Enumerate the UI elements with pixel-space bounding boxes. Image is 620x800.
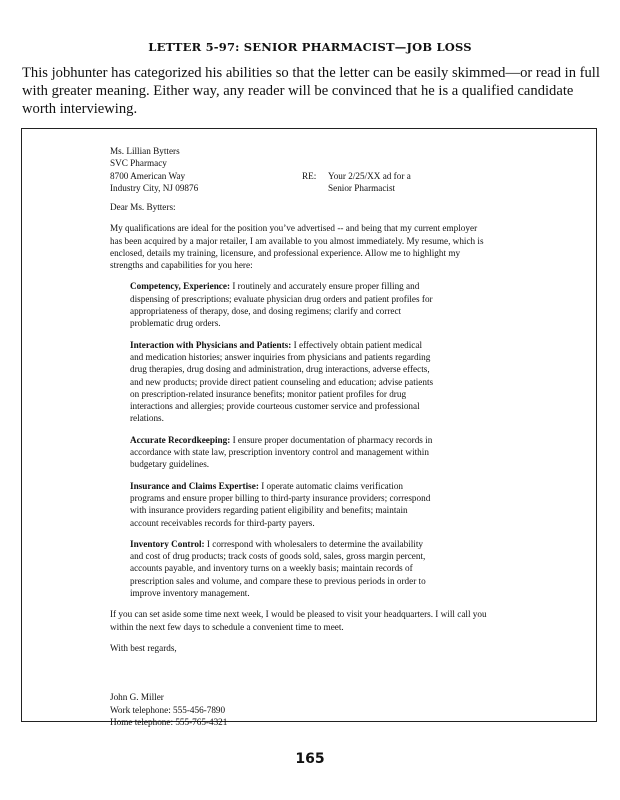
qualifications-list <box>130 280 434 599</box>
re-label: RE: <box>302 170 317 181</box>
re-line-1: Your 2/25/XX ad for a <box>328 170 411 181</box>
work-phone: Work telephone: 555-456-7890 <box>110 704 226 715</box>
qualification-heading: Competency, Experience: <box>130 281 231 292</box>
qualification-heading: Accurate Recordkeeping: <box>130 434 231 445</box>
qualification-heading: Inventory Control: <box>130 538 205 549</box>
letter-body <box>110 145 490 728</box>
letter-box <box>21 128 597 727</box>
address-block <box>110 145 490 197</box>
recipient-name: Ms. Lillian Bytters <box>110 146 180 156</box>
recipient-company: SVC Pharmacy <box>110 158 167 169</box>
intro-paragraph: This jobhunter has categorized his abilities so that the letter can be easily skimmed—or read in full with greater meaning. Either way, any reader will be convinced that he is a qualified candidate worth interviewing. <box>22 65 600 117</box>
qualification-text: I correspond with wholesalers to determine the availability and cost of drug products; track costs of goods sold, sales, gross margin percent, accounts payable, and inventory turns on a weekly basis; maintain records of prescription sales and volume, and compare these to previous periods in order to improve inventory management. <box>130 538 426 599</box>
qualification-text: I ensure proper documentation of pharmacy records in accordance with state law, prescription inventory control and management within budgetary guidelines. <box>130 434 433 470</box>
reference-line <box>302 170 411 195</box>
salutation: Dear Ms. Bytters: <box>110 202 176 212</box>
closing-paragraph: If you can set aside some time next week, I would be pleased to visit your headquarters. I will call you within the next few days to schedule a convenient time to meet. <box>110 609 487 632</box>
signature-block <box>110 691 490 728</box>
qualification-text: I routinely and accurately ensure proper filling and dispensing of prescriptions; evaluate physician drug orders and patient profiles for appropriateness of therapy, dose, and dosing regimens; clarify and correct problematic drug orders. <box>130 281 433 329</box>
re-line-2: Senior Pharmacist <box>328 182 396 193</box>
qualification-item <box>130 280 434 329</box>
home-phone: Home telephone: 555-765-4321 <box>110 716 228 727</box>
qualification-item <box>130 339 434 425</box>
qualification-text: I effectively obtain patient medical and medication histories; answer inquiries from physicians and patients regarding drug therapies, drug dosing and administration, drug interactions, adverse effects, and new products; provide direct patient counseling and education; advise patients on prescription-related insurance benefits; monitor patient profiles for drug interactions and allergies; provide courteous customer service and professional relations. <box>130 339 434 424</box>
recipient-street: 8700 American Way <box>110 170 186 181</box>
qualification-heading: Interaction with Physicians and Patients: <box>130 339 292 350</box>
opening-paragraph: My qualifications are ideal for the position you’ve advertised -- and being that my current employer has been acquired by a major retailer, I am available to you almost immediately. My resume, which is enclosed, details my training, licensure, and professional experience. Allow me to highlight my strengths and capabilities for you here: <box>110 223 484 271</box>
recipient-address <box>110 145 290 194</box>
qualification-item <box>130 538 434 599</box>
page-number: 165 <box>295 751 325 767</box>
qualification-heading: Insurance and Claims Expertise: <box>130 480 259 491</box>
page-title: LETTER 5-97: SENIOR PHARMACIST—JOB LOSS <box>148 40 472 54</box>
signoff: With best regards, <box>110 642 177 653</box>
qualification-text: I operate automatic claims verification programs and ensure proper billing to third-party insurance providers; correspond with insurance providers regarding patient eligibility and benefits; maintain account receivables records for third-party payers. <box>130 480 431 528</box>
recipient-city: Industry City, NJ 09876 <box>110 182 199 193</box>
qualification-item <box>130 480 434 529</box>
qualification-item <box>130 434 434 471</box>
signature-name: John G. Miller <box>110 692 164 703</box>
